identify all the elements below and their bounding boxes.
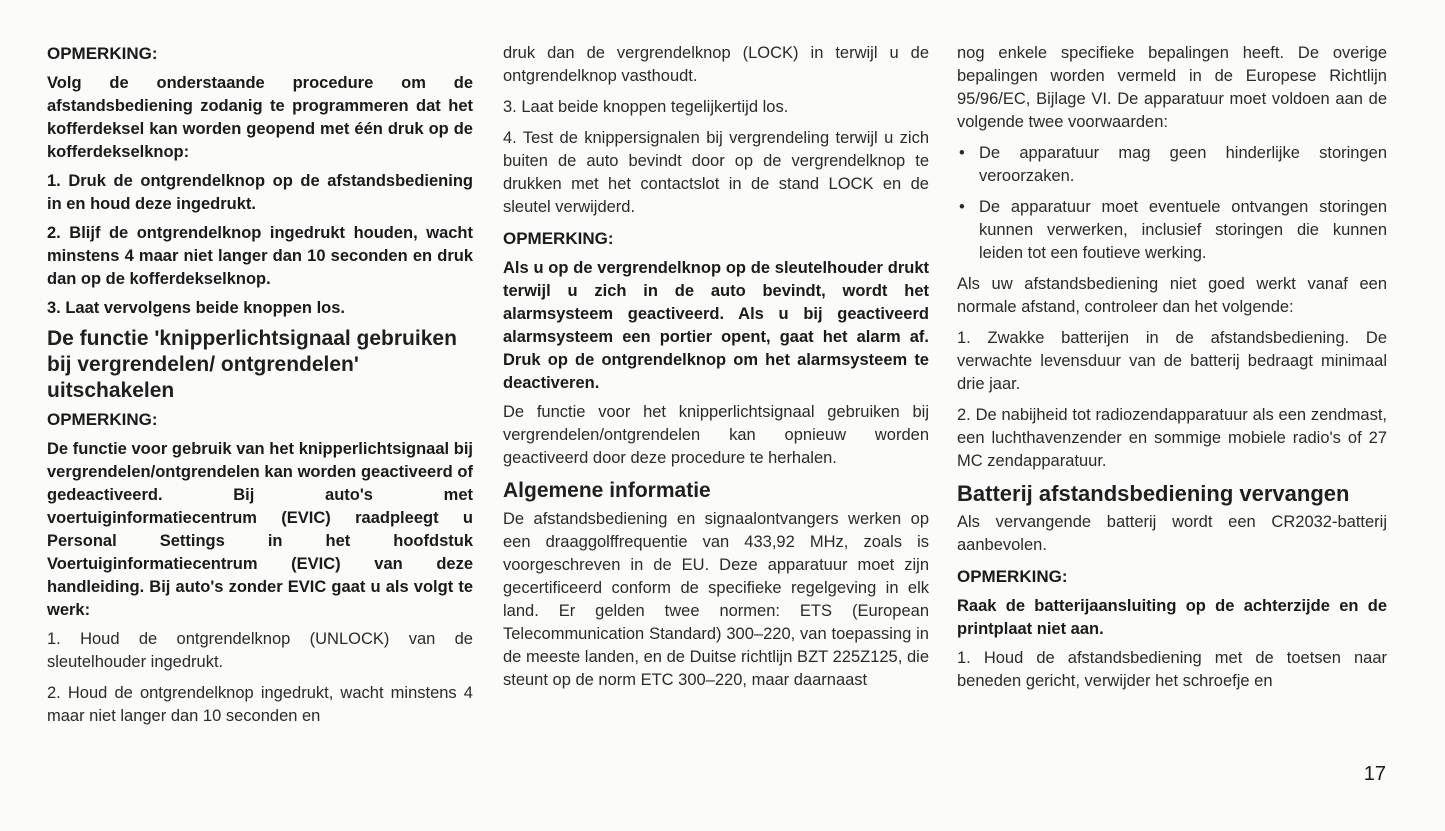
step-1: 1. Houd de afstandsbediening met de toetsen naar beneden gericht, verwijder het schroefje en bbox=[957, 649, 1387, 690]
note-text: De functie voor gebruik van het knipperlichtsignaal bij vergrendelen/ontgrendelen kan worden geactiveerd of gedeactiveerd. Bij auto's met voertuiginformatiecentrum (EVIC) raadpleegt u Personal Settings in het hoofdstuk Voertuiginformatiecentrum (EVIC) van deze handleiding. Bij auto's zonder EVIC gaat u als volgt te werk: bbox=[47, 440, 473, 619]
column-left bbox=[47, 38, 473, 736]
conditions-list bbox=[957, 142, 1387, 265]
note-heading: OPMERKING: bbox=[957, 567, 1068, 586]
check-1: 1. Zwakke batterijen in de afstandsbediening. De verwachte levensduur van de batterij bedraagt minimaal drie jaar. bbox=[957, 329, 1387, 393]
step-3: 3. Laat vervolgens beide knoppen los. bbox=[47, 299, 345, 317]
note-text: Volg de onderstaande procedure om de afstandsbediening zodanig te programmeren dat het kofferdeksel kan worden geopend met één druk op de kofferdekselknop: bbox=[47, 74, 473, 161]
note-heading: OPMERKING: bbox=[47, 44, 158, 63]
reactivate-text: De functie voor het knipperlichtsignaal gebruiken bij vergrendelen/ontgrendelen kan opnieuw worden geactiveerd door deze procedure te herhalen. bbox=[503, 403, 929, 467]
step-2: 2. Blijf de ontgrendelknop ingedrukt houden, wacht minstens 4 maar niet langer dan 10 seconden en druk dan op de kofferdekselknop. bbox=[47, 224, 473, 288]
note-heading: OPMERKING: bbox=[503, 229, 614, 248]
check-2: 2. De nabijheid tot radiozendapparatuur als een zendmast, een luchthavenzender en sommige mobiele radio's of 27 MC zendapparatuur. bbox=[957, 406, 1387, 470]
list-item-text: De apparatuur mag geen hinderlijke storingen veroorzaken. bbox=[979, 144, 1387, 185]
continued-text: druk dan de vergrendelknop (LOCK) in terwijl u de ontgrendelknop vasthoudt. bbox=[503, 44, 929, 85]
continued-text: nog enkele specifieke bepalingen heeft. De overige bepalingen worden vermeld in de Europese Richtlijn 95/96/EC, Bijlage VI. De apparatuur moet voldoen aan de volgende twee voorwaarden: bbox=[957, 44, 1387, 131]
column-middle bbox=[503, 42, 929, 700]
note-text: Raak de batterijaansluiting op de achterzijde en de printplaat niet aan. bbox=[957, 597, 1387, 638]
list-item bbox=[957, 142, 1387, 188]
battery-text: Als vervangende batterij wordt een CR2032-batterij aanbevolen. bbox=[957, 513, 1387, 554]
column-right bbox=[957, 42, 1387, 701]
note-heading: OPMERKING: bbox=[47, 410, 158, 429]
list-item bbox=[957, 196, 1387, 265]
bullet-icon: • bbox=[959, 144, 965, 162]
section-title-general: Algemene informatie bbox=[503, 479, 711, 502]
page-number: 17 bbox=[1363, 763, 1386, 785]
step-2: 2. Houd de ontgrendelknop ingedrukt, wacht minstens 4 maar niet langer dan 10 seconden en bbox=[47, 684, 473, 725]
step-4: 4. Test de knippersignalen bij vergrendeling terwijl u zich buiten de auto bevindt door op de vergrendelknop te drukken met het contactslot in de stand LOCK en de sleutel verwijderd. bbox=[503, 129, 929, 216]
range-text: Als uw afstandsbediening niet goed werkt vanaf een normale afstand, controleer dan het volgende: bbox=[957, 275, 1387, 316]
step-1: 1. Houd de ontgrendelknop (UNLOCK) van de sleutelhouder ingedrukt. bbox=[47, 630, 473, 671]
step-3: 3. Laat beide knoppen tegelijkertijd los. bbox=[503, 98, 789, 116]
section-title-blinker: De functie 'knipperlichtsignaal gebruiken bij vergrendelen/ ontgrendelen' uitschakelen bbox=[47, 327, 457, 402]
step-1: 1. Druk de ontgrendelknop op de afstandsbediening in en houd deze ingedrukt. bbox=[47, 172, 473, 213]
note-text: Als u op de vergrendelknop op de sleutelhouder drukt terwijl u zich in de auto bevindt, wordt het alarmsysteem geactiveerd. Als u bij geactiveerd alarmsysteem een portier opent, gaat het alarm af. Druk op de ontgrendelknop om het alarmsysteem te deactiveren. bbox=[503, 259, 929, 392]
section-title-battery: Batterij afstandsbediening vervangen bbox=[957, 481, 1350, 506]
bullet-icon: • bbox=[959, 198, 965, 216]
general-info-text: De afstandsbediening en signaalontvangers werken op een draaggolffrequentie van 433,92 MHz, zoals is voorgeschreven in de EU. Deze apparatuur moet zijn gecertificeerd conform de specifieke regelgeving in elk land. Er gelden twee normen: ETS (European Telecommunication Standard) 300–220, van toepassing in de meeste landen, en de Duitse richtlijn BZT 225Z125, die steunt op de norm ETC 300–220, maar daarnaast bbox=[503, 510, 929, 689]
list-item-text: De apparatuur moet eventuele ontvangen storingen kunnen verwerken, inclusief storingen die kunnen leiden tot een foutieve werking. bbox=[979, 198, 1387, 262]
